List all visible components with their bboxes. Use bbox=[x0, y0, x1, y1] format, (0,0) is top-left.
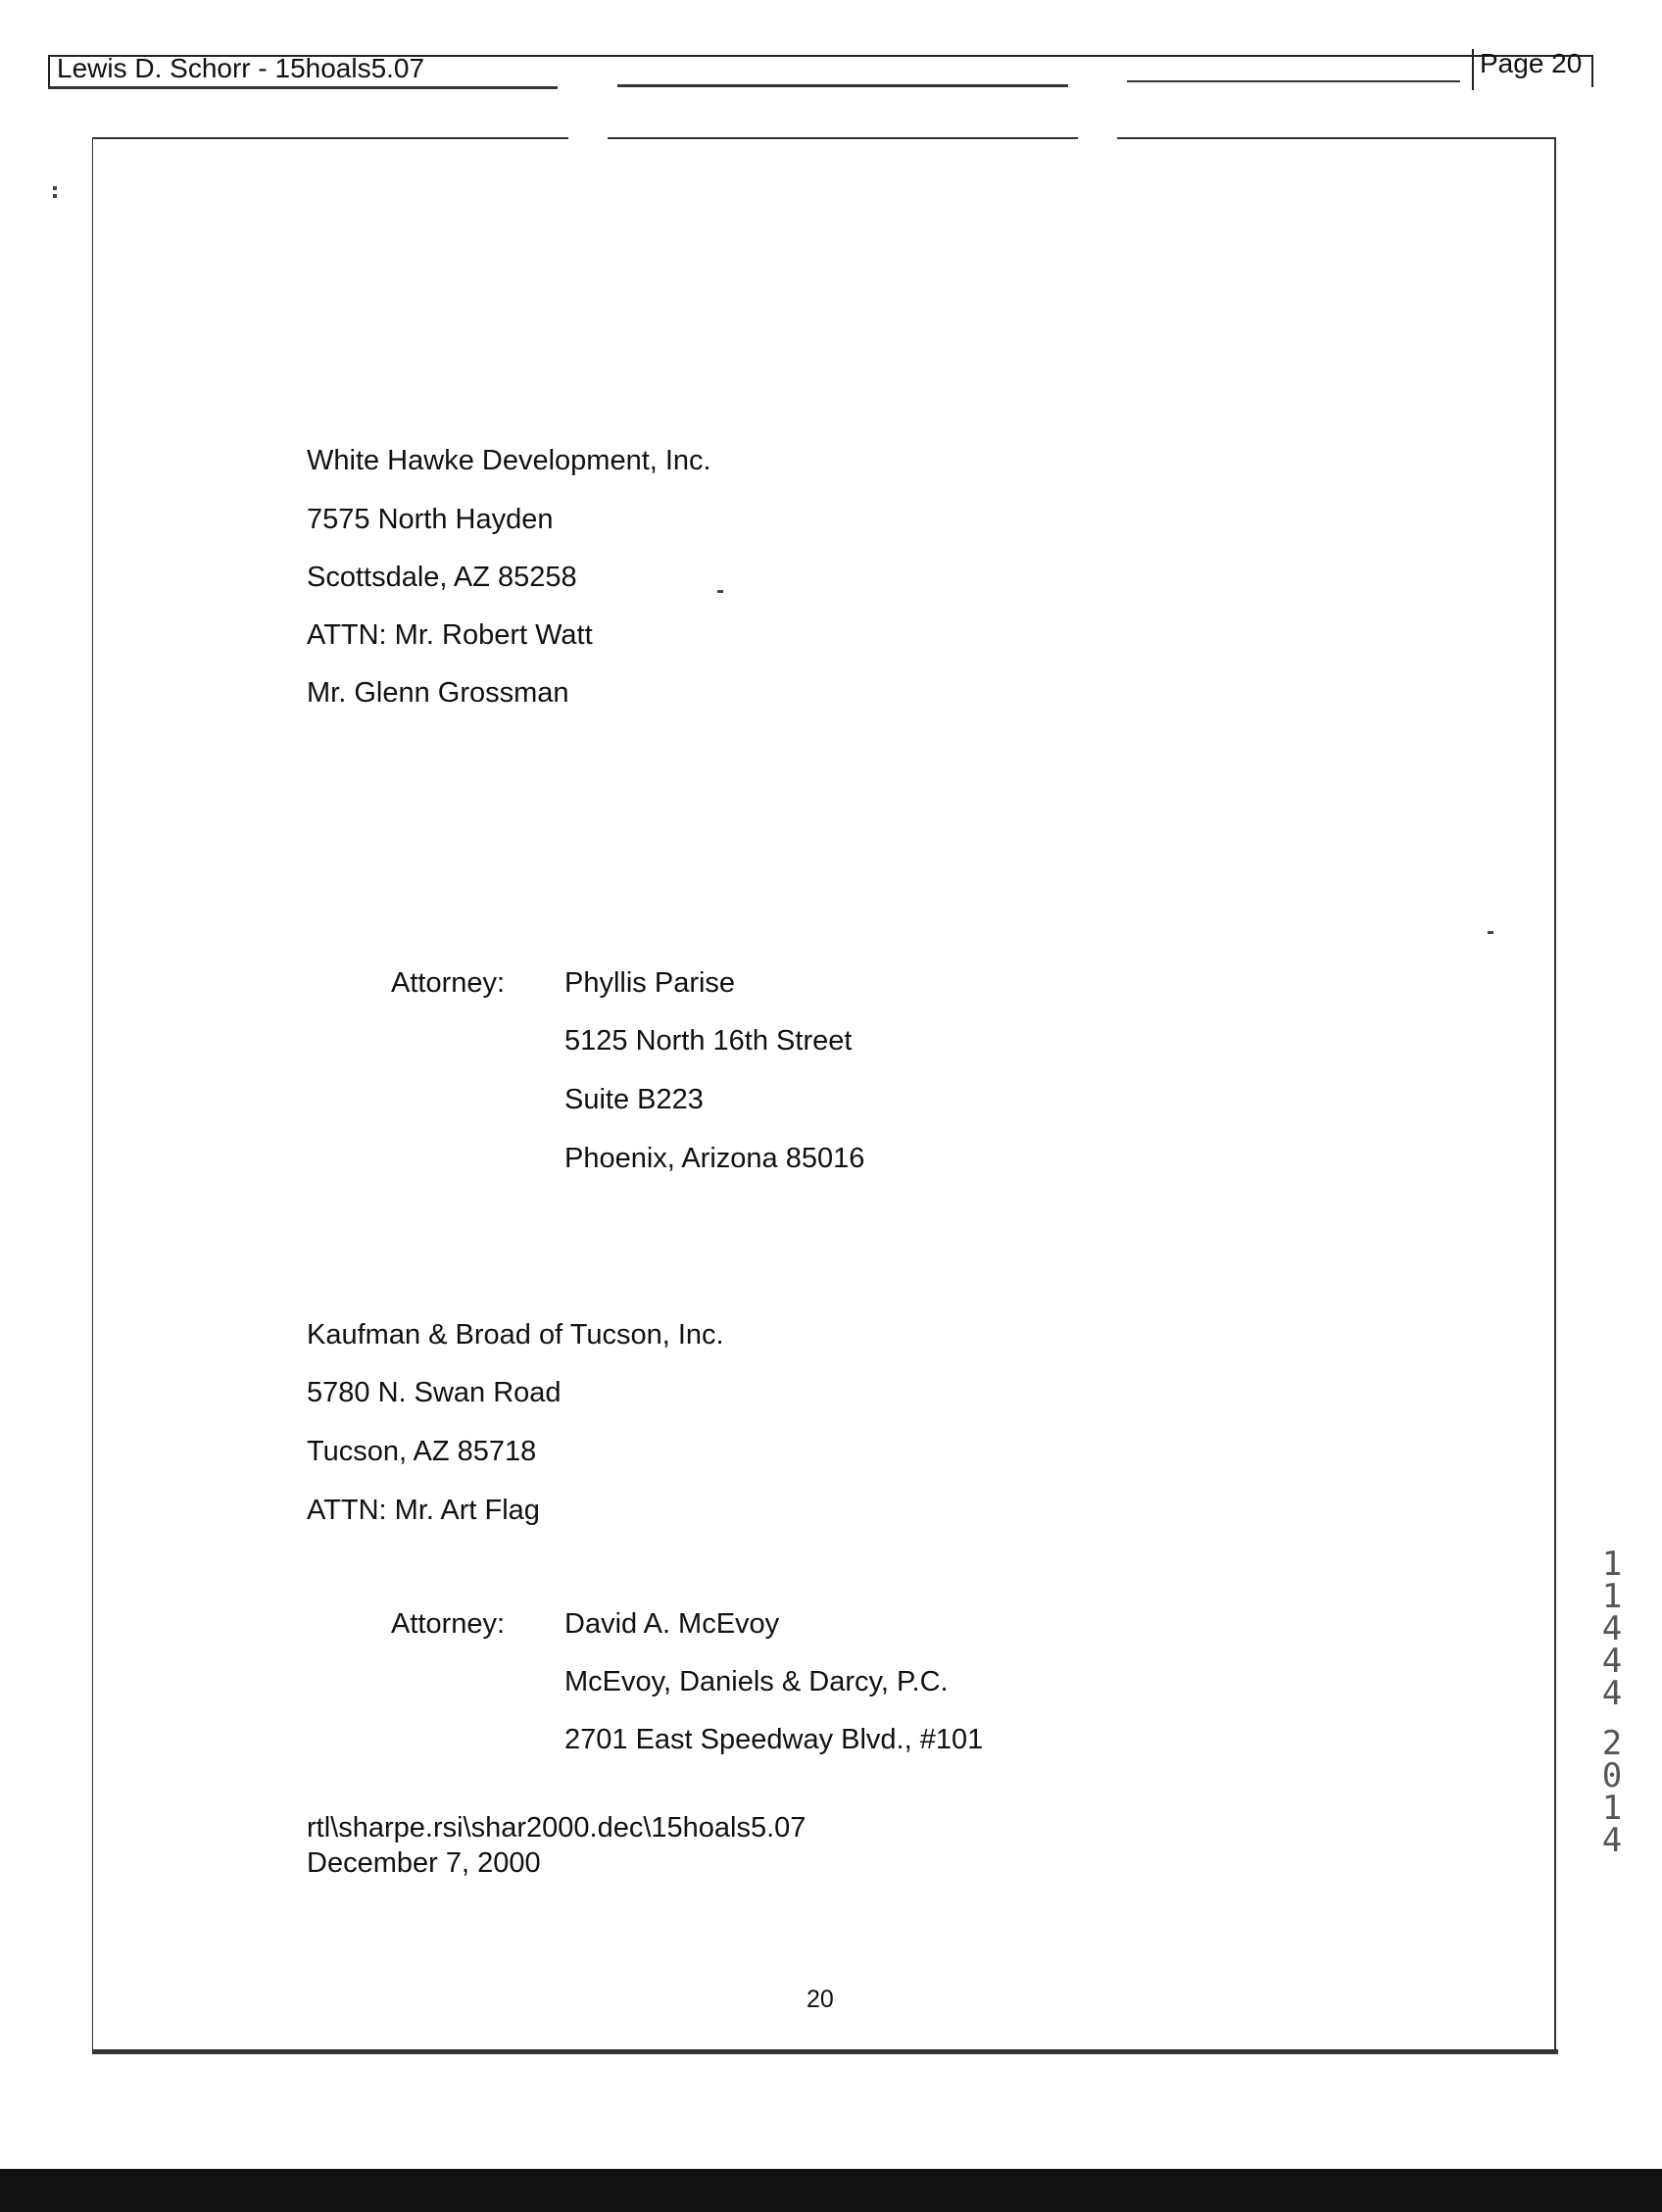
party1-line: Scottsdale, AZ 85258 bbox=[307, 562, 577, 593]
party2-line: 5780 N. Swan Road bbox=[307, 1377, 562, 1408]
frame-gap bbox=[568, 129, 608, 145]
attorney1-line: Suite B223 bbox=[564, 1084, 704, 1115]
bates-digit: 4 bbox=[1601, 1674, 1623, 1713]
attorney2-line: McEvoy, Daniels & Darcy, P.C. bbox=[564, 1666, 949, 1697]
scan-speck bbox=[53, 186, 57, 190]
attorney2-line: David A. McEvoy bbox=[564, 1608, 780, 1640]
header-page-label: Page 20 bbox=[1480, 48, 1583, 78]
header-divider bbox=[1472, 49, 1474, 90]
attorney2-line: 2701 East Speedway Blvd., #101 bbox=[564, 1724, 984, 1755]
page-frame bbox=[92, 137, 1556, 2053]
document-date: December 7, 2000 bbox=[307, 1847, 541, 1879]
party2-line: Kaufman & Broad of Tucson, Inc. bbox=[307, 1319, 724, 1351]
header-underline bbox=[617, 84, 1068, 87]
scan-bottom-edge bbox=[0, 2169, 1662, 2212]
party2-line: ATTN: Mr. Art Flag bbox=[307, 1495, 540, 1526]
party2-line: Tucson, AZ 85718 bbox=[307, 1436, 537, 1467]
scan-speck bbox=[717, 590, 723, 593]
party1-line: 7575 North Hayden bbox=[307, 504, 554, 535]
bates-digit: 2 bbox=[1601, 1724, 1623, 1763]
party1-line: Mr. Glenn Grossman bbox=[307, 677, 569, 709]
page-number: 20 bbox=[807, 1986, 834, 2013]
frame-bottom-edge bbox=[92, 2049, 1558, 2054]
header-underline bbox=[48, 86, 558, 89]
attorney1-label: Attorney: bbox=[391, 967, 506, 999]
bates-digit: 4 bbox=[1601, 1609, 1623, 1648]
attorney1-line: Phyllis Parise bbox=[564, 967, 736, 999]
header-underline bbox=[1127, 80, 1460, 82]
attorney1-line: Phoenix, Arizona 85016 bbox=[564, 1143, 865, 1174]
bates-digit: 1 bbox=[1601, 1545, 1623, 1584]
bates-digit: 4 bbox=[1601, 1642, 1623, 1681]
bates-digit: 1 bbox=[1601, 1577, 1623, 1616]
bates-digit: 0 bbox=[1601, 1756, 1623, 1795]
scan-speck bbox=[1488, 931, 1493, 934]
attorney1-line: 5125 North 16th Street bbox=[564, 1025, 853, 1057]
bates-digit: 4 bbox=[1601, 1821, 1623, 1860]
bates-digit: 1 bbox=[1601, 1789, 1623, 1828]
frame-gap bbox=[1078, 129, 1117, 145]
party1-line: White Hawke Development, Inc. bbox=[307, 445, 711, 476]
attorney2-label: Attorney: bbox=[391, 1608, 506, 1640]
file-path: rtl\sharpe.rsi\shar2000.dec\15hoals5.07 bbox=[307, 1812, 807, 1843]
party1-line: ATTN: Mr. Robert Watt bbox=[307, 619, 593, 651]
header-title: Lewis D. Schorr - 15hoals5.07 bbox=[57, 53, 425, 83]
bates-stamp bbox=[1597, 1545, 1627, 1860]
scan-speck bbox=[53, 194, 57, 198]
